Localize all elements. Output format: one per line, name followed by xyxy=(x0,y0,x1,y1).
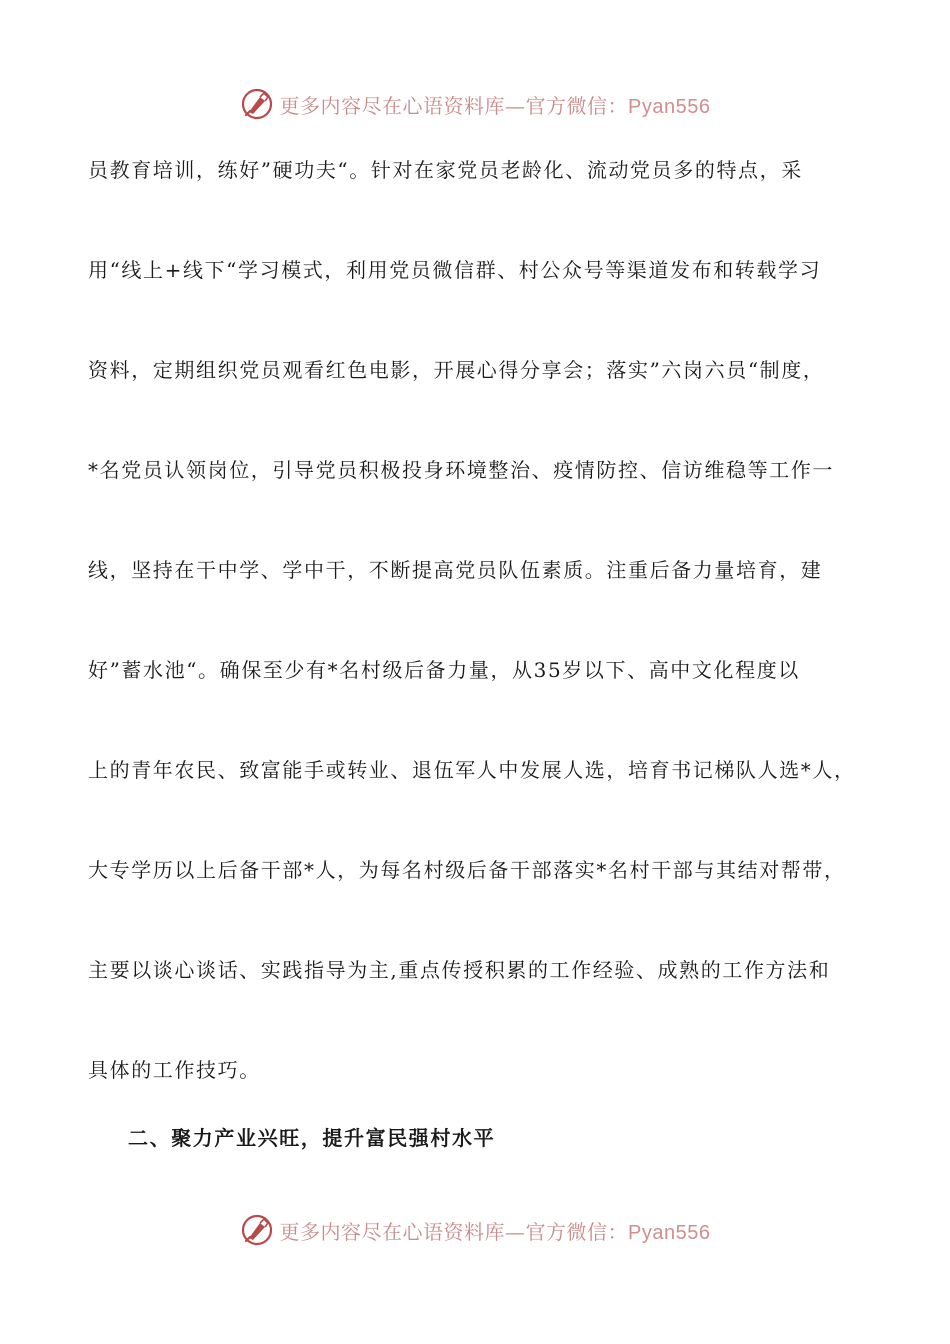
body-line-7: 上的青年农民、致富能手或转业、退伍军人中发展人选，培育书记梯队人选*人， xyxy=(88,758,856,782)
body-line-8: 大专学历以上后备干部*人，为每名村级后备干部落实*名村干部与其结对帮带， xyxy=(88,858,846,882)
pen-nib-logo-icon xyxy=(240,87,274,121)
banner-text xyxy=(280,90,711,119)
footer-wechat-id: Pyan556 xyxy=(628,1221,711,1244)
body-line-2: 用“线上+线下“学习模式，利用党员微信群、村公众号等渠道发布和转载学习 xyxy=(88,258,822,282)
body-line-6: 好”蓄水池“。确保至少有*名村级后备力量，从35岁以下、高中文化程度以 xyxy=(88,658,800,682)
footer-banner-text xyxy=(280,1216,711,1245)
pen-nib-logo-icon xyxy=(240,1213,274,1247)
body-line-9: 主要以谈心谈话、实践指导为主,重点传授积累的工作经验、成熟的工作方法和 xyxy=(88,958,831,982)
section-heading: 二、聚力产业兴旺，提升富民强村水平 xyxy=(128,1126,496,1150)
wechat-id: Pyan556 xyxy=(628,95,711,118)
body-line-4: *名党员认领岗位，引导党员积极投身环境整治、疫情防控、信访维稳等工作一 xyxy=(88,458,834,482)
body-line-3: 资料，定期组织党员观看红色电影，开展心得分享会；落实”六岗六员“制度， xyxy=(88,358,825,382)
body-line-5: 线，坚持在干中学、学中干，不断提高党员队伍素质。注重后备力量培育，建 xyxy=(88,558,823,582)
document-body xyxy=(88,148,878,1148)
footer-banner xyxy=(0,1210,950,1250)
footer-slogan: 更多内容尽在心语资料库—官方微信： xyxy=(279,1219,629,1244)
body-line-10: 具体的工作技巧。 xyxy=(88,1058,261,1082)
header-banner xyxy=(0,84,950,124)
body-line-1: 员教育培训，练好”硬功夫“。针对在家党员老龄化、流动党员多的特点，采 xyxy=(88,158,803,182)
banner-slogan: 更多内容尽在心语资料库—官方微信： xyxy=(279,93,629,118)
